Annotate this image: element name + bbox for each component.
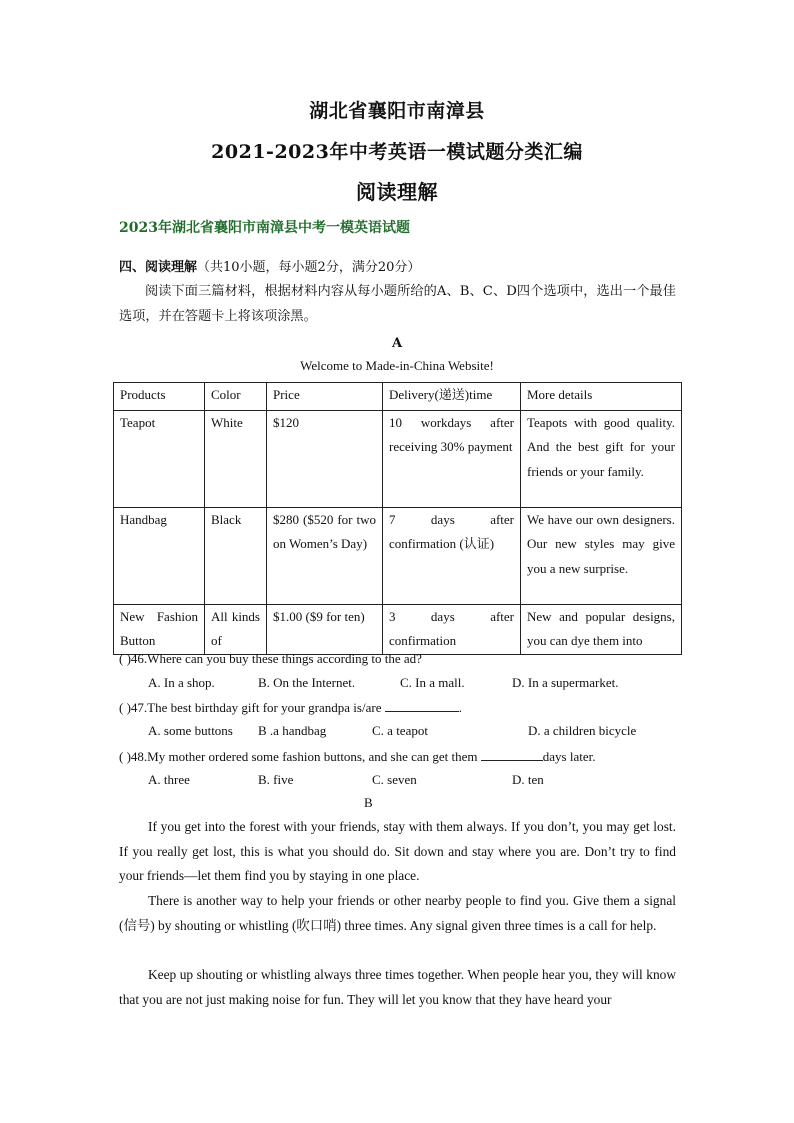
table-cell: Teapot	[114, 411, 205, 508]
part-heading	[119, 256, 420, 275]
table-row	[114, 508, 682, 605]
passage-b-paragraph: If you get into the forest with your friends, stay with them always. If you don’t, you may get lost. If you really get lost, this is what you should do. Sit down and stay where you are. Don’t try to find your friends—let them find you by staying in one place.	[119, 819, 676, 883]
exam-section-title: 2023年湖北省襄阳市南漳县中考一模英语试题	[119, 220, 410, 236]
option-b[interactable]: B. On the Internet.	[258, 675, 356, 690]
answer-bracket[interactable]: ( )	[119, 651, 131, 666]
fill-blank[interactable]	[385, 699, 459, 712]
table-header-row	[114, 383, 682, 411]
answer-bracket[interactable]: ( )	[119, 749, 131, 764]
table-header-cell: Products	[114, 383, 205, 411]
table-cell: $120	[267, 411, 383, 508]
passage-a-label: A	[391, 336, 403, 351]
option-a[interactable]: A. In a shop.	[148, 675, 215, 690]
question-stem-end: days later.	[542, 749, 596, 764]
part-instruction: 阅读下面三篇材料，根据材料内容从每小题所给的A、B、C、D四个选项中，选出一个最佳选项，并在答题卡上将该项涂黑。	[119, 284, 676, 324]
table-header-cell: Delivery(递送)time	[383, 383, 521, 411]
part-label: 四、阅读理解	[119, 260, 198, 275]
option-b[interactable]: B .a handbag	[258, 723, 327, 738]
option-d[interactable]: D. In a supermarket.	[512, 675, 619, 690]
table-cell: White	[205, 411, 267, 508]
passage-a-site-title: Welcome to Made-in-China Website!	[300, 358, 494, 373]
option-c[interactable]: C. seven	[372, 772, 417, 787]
table-cell: $280 ($520 for two on Women’s Day)	[267, 508, 383, 605]
table-cell: All kinds of	[205, 605, 267, 655]
answer-bracket[interactable]: ( )	[119, 700, 131, 715]
table-cell: Handbag	[114, 508, 205, 605]
table-header-cell: Price	[267, 383, 383, 411]
option-a[interactable]: A. three	[148, 772, 190, 787]
question-48	[119, 748, 679, 765]
option-b[interactable]: B. five	[258, 772, 294, 787]
document-title-topic: 阅读理解	[356, 180, 438, 204]
question-stem: 47.The best birthday gift for your grandpa is/are	[130, 700, 382, 715]
document-title-region: 湖北省襄阳市南漳县	[309, 100, 485, 122]
passage-b-paragraph: There is another way to help your friends or other nearby people to find you. Give them a signal (信号) by shouting or whistling (吹口哨) three times. Any signal given three times is a call for help.	[119, 893, 676, 933]
option-c[interactable]: C. a teapot	[372, 723, 428, 738]
table-cell: 10 workdays after receiving 30% payment	[383, 411, 521, 508]
table-cell: $1.00 ($9 for ten)	[267, 605, 383, 655]
table-row	[114, 605, 682, 655]
question-46	[119, 651, 679, 667]
question-stem: 48.My mother ordered some fashion buttons, and she can get them	[130, 749, 478, 764]
product-table	[113, 382, 682, 655]
table-header-cell: Color	[205, 383, 267, 411]
passage-b-paragraph: Keep up shouting or whistling always three times together. When people hear you, they will know that you are not just making noise for fun. They will let you know that they have heard your	[119, 967, 676, 1007]
table-cell: We have our own designers. Our new styles may give you a new surprise.	[521, 508, 682, 605]
table-row	[114, 411, 682, 508]
option-c[interactable]: C. In a mall.	[400, 675, 465, 690]
document-title-scope: 2021-2023年中考英语一模试题分类汇编	[211, 141, 583, 163]
table-cell: 7 days after confirmation (认证)	[383, 508, 521, 605]
table-cell: Black	[205, 508, 267, 605]
table-cell: 3 days after confirmation	[383, 605, 521, 655]
option-d[interactable]: D. ten	[512, 772, 544, 787]
table-header-cell: More details	[521, 383, 682, 411]
table-cell: New and popular designs, you can dye them into	[521, 605, 682, 655]
part-scoring-info: （共10小题，每小题2分，满分20分）	[197, 260, 421, 275]
table-cell: Teapots with good quality. And the best gift for your friends or your family.	[521, 411, 682, 508]
fill-blank[interactable]	[481, 748, 543, 761]
option-d[interactable]: D. a children bicycle	[528, 723, 637, 738]
question-46-options	[148, 675, 688, 693]
question-stem: 46.Where can you buy these things according to the ad?	[130, 651, 422, 666]
table-cell: New Fashion Button	[114, 605, 205, 655]
question-48-options	[148, 772, 688, 790]
question-stem-end: .	[458, 700, 462, 715]
passage-b-label: B	[364, 795, 373, 810]
question-47-options	[148, 723, 688, 741]
option-a[interactable]: A. some buttons	[148, 723, 233, 738]
question-47	[119, 699, 679, 716]
